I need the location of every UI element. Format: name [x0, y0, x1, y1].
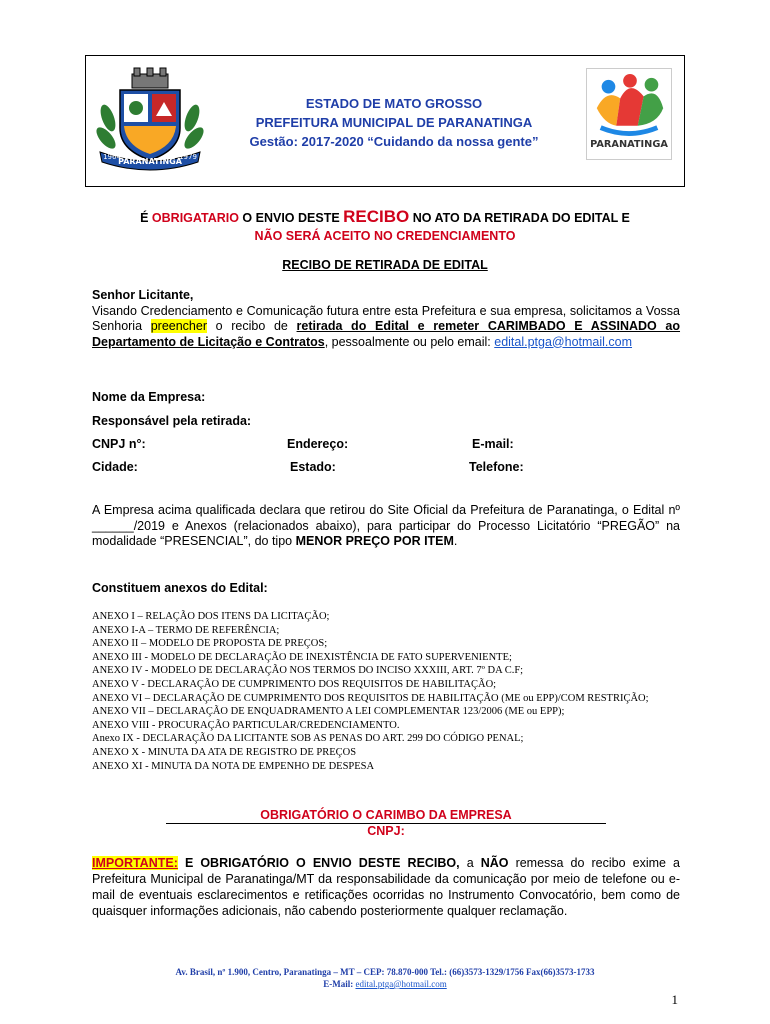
intro-paragraph	[92, 288, 680, 350]
warning-line-2: NÃO SERÁ ACEITO NO CREDENCIAMENTO	[254, 229, 516, 243]
paranatinga-logo-icon	[586, 68, 672, 160]
warning-text-3: NO ATO DA RETIRADA DO EDITAL E	[409, 211, 630, 225]
letterhead	[85, 55, 685, 187]
annex-item: ANEXO V - DECLARAÇÃO DE CUMPRIMENTO DOS REQUISITOS DE HABILITAÇÃO;	[92, 678, 497, 690]
annex-item: ANEXO VII – DECLARAÇÃO DE ENQUADRAMENTO A LEI COMPLEMENTAR 123/2006 (ME ou EPP);	[92, 706, 565, 718]
annexes-title: Constituem anexos do Edital:	[92, 581, 268, 595]
important-text-2: a	[459, 856, 481, 870]
warning-text-1: É	[140, 211, 152, 225]
city-label: Cidade:	[92, 460, 138, 474]
annex-item: ANEXO III - MODELO DE DECLARAÇÃO DE INEXISTÊNCIA DE FATO SUPERVENIENTE;	[92, 651, 512, 663]
stamp-line-1: OBRIGATÓRIO O CARIMBO DA EMPRESA	[260, 808, 512, 822]
annex-item: ANEXO I – RELAÇÃO DOS ITENS DA LICITAÇÃO;	[92, 611, 330, 622]
declaration-type: MENOR PREÇO POR ITEM	[295, 534, 454, 548]
state-name: ESTADO DE MATO GROSSO	[305, 96, 483, 111]
annex-item: ANEXO IV - MODELO DE DECLARAÇÃO NOS TERMOS DO INCISO XXXIII, ART. 7º DA C.F;	[92, 665, 524, 677]
important-text-1: E OBRIGATÓRIO O ENVIO DESTE RECIBO,	[177, 856, 460, 870]
administration-motto: Gestão: 2017-2020 “Cuidando da nossa gente”	[249, 134, 539, 149]
important-not: NÃO	[480, 856, 509, 870]
declaration-paragraph	[92, 503, 680, 550]
salutation: Senhor Licitante,	[92, 288, 194, 302]
email-link[interactable]: edital.ptga@hotmail.com	[494, 334, 633, 349]
letterhead-text	[214, 94, 574, 151]
important-label: IMPORTANTE:	[92, 856, 178, 870]
phone-label: Telefone:	[469, 460, 524, 474]
annex-item: ANEXO VI – DECLARAÇÃO DE CUMPRIMENTO DOS REQUISITOS DE HABILITAÇÃO (ME ou EPP)/COM RESTRIÇÃO;	[92, 692, 649, 704]
important-paragraph	[92, 855, 680, 919]
address-label: Endereço:	[287, 437, 349, 451]
warning-text-2: O ENVIO DESTE	[238, 211, 344, 225]
responsible-label: Responsável pela retirada:	[92, 414, 252, 428]
state-label: Estado:	[290, 460, 336, 474]
intro-instruction: retirada do Edital e remeter CARIMBADO E ASSINADO ao Departamento de Licitação e Contratos	[92, 319, 681, 349]
annex-item: ANEXO II – MODELO DE PROPOSTA DE PREÇOS;	[92, 638, 328, 650]
intro-text-3: , pessoalmente ou pelo email:	[324, 334, 495, 349]
stamp-cnpj: CNPJ:	[367, 824, 405, 838]
annex-item: ANEXO I-A – TERMO DE REFERÊNCIA;	[92, 624, 280, 636]
annex-item: ANEXO XI - MINUTA DA NOTA DE EMPENHO DE DESPESA	[92, 760, 375, 772]
warning-obligatory: OBRIGATARIO	[151, 211, 239, 225]
crest-banner-text: PARANATINGA	[118, 157, 182, 166]
crest-year-left: 1964	[103, 153, 121, 161]
mandatory-warning	[60, 208, 710, 245]
footer-email-link[interactable]: edital.ptga@hotmail.com	[355, 979, 447, 989]
municipal-crest-icon	[94, 66, 206, 174]
warning-receipt: RECIBO	[343, 207, 410, 226]
annex-item: ANEXO X - MINUTA DA ATA DE REGISTRO DE PREÇOS	[92, 746, 357, 758]
footer-address: Av. Brasil, nº 1.900, Centro, Paranatinga – MT – CEP: 78.870-000 Tel.: (66)3573-1329/1756 Fax(66)3573-1733	[175, 967, 595, 977]
footer-email-label: E-Mail:	[323, 979, 356, 989]
cnpj-label: CNPJ n°:	[92, 437, 146, 451]
declaration-text: A Empresa acima qualificada declara que retirou do Site Oficial da Prefeitura de Paranatinga, o Edital nº ______/2019 e Anexos (relacionados abaixo), para participar do Processo Licitatório “PREGÃO” na modalidade “PRESENCIAL”, do tipo	[92, 503, 680, 548]
email-label: E-mail:	[472, 437, 514, 451]
important-text-3: remessa do recibo exime a Prefeitura Municipal de Paranatinga/MT da responsabilidade da comunicação por meio de telefone ou e-mail de eventuais esclarecimentos e retificações ocorridas no Instrumento Convocatório, bem como de quaisquer informações adicionais, não cabendo posteriormente qualquer reclamação.	[92, 856, 680, 918]
company-name-label: Nome da Empresa:	[92, 390, 206, 404]
crest-year-right: 1979	[179, 153, 197, 161]
intro-text-1: Visando Credenciamento e Comunicação futura entre esta Prefeitura e sua empresa, solicitamos a Vossa Senhoria	[92, 303, 680, 333]
intro-fill-highlight: preencher	[150, 319, 207, 333]
prefecture-name: PREFEITURA MUNICIPAL DE PARANATINGA	[255, 115, 533, 130]
footer	[0, 966, 770, 990]
receipt-title: RECIBO DE RETIRADA DE EDITAL	[282, 258, 488, 272]
annex-item: Anexo IX - DECLARAÇÃO DA LICITANTE SOB AS PENAS DO ART. 299 DO CÓDIGO PENAL;	[92, 733, 524, 745]
intro-text-2: o recibo de	[207, 319, 297, 333]
stamp-area	[92, 808, 680, 839]
page-number: 1	[671, 992, 678, 1007]
annex-list	[92, 610, 682, 773]
declaration-end: .	[453, 534, 458, 548]
logo-text: PARANATINGA	[590, 139, 668, 151]
annex-item: ANEXO VIII - PROCURAÇÃO PARTICULAR/CREDENCIAMENTO.	[92, 719, 400, 731]
